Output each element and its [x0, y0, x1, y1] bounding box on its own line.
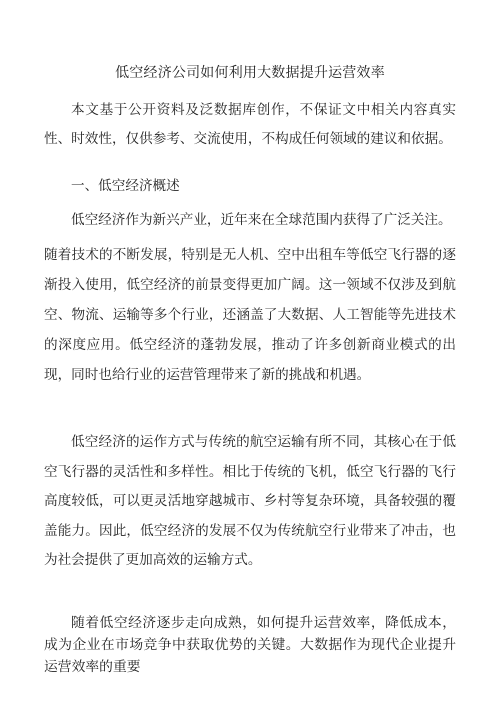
operations-paragraph: 低空经济的运作方式与传统的航空运输有所不同，其核心在于低空飞行器的灵活性和多样性。相比于传统的飞机，低空飞行器的飞行高度较低，可以更灵活地穿越城市、乡村等复杂环境，具备较强的覆盖能力。因此，低空经济的发展不仅为传统航空行业带来了冲击，也为社会提供了更加高效的运输方式。	[44, 434, 456, 568]
disclaimer-paragraph: 本文基于公开资料及泛数据库创作，不保证文中相关内容真实性、时效性，仅供参考、交流使用，不构成任何领域的建议和依据。	[44, 102, 456, 147]
growth-paragraph: 随着低空经济逐步走向成熟，如何提升运营效率，降低成本，成为企业在市场竞争中获取优势的关键。大数据作为现代企业提升运营效率的重要	[44, 615, 456, 675]
document-title: 低空经济公司如何利用大数据提升运营效率	[115, 65, 385, 81]
section-heading-overview: 一、低空经济概述	[71, 178, 180, 194]
intro-paragraph-continuation: 随着技术的不断发展，特别是无人机、空中出租车等低空飞行器的逐渐投入使用，低空经济的前景变得更加广阔。这一领域不仅涉及到航空、物流、运输等多个行业，还涵盖了大数据、人工智能等先进技术的深度应用。低空经济的蓬勃发展，推动了许多创新商业模式的出现，同时也给行业的运营管理带来了新的挑战和机遇。	[44, 247, 456, 383]
intro-paragraph-first-line: 低空经济作为新兴产业，近年来在全球范围内获得了广泛关注。	[71, 212, 452, 228]
